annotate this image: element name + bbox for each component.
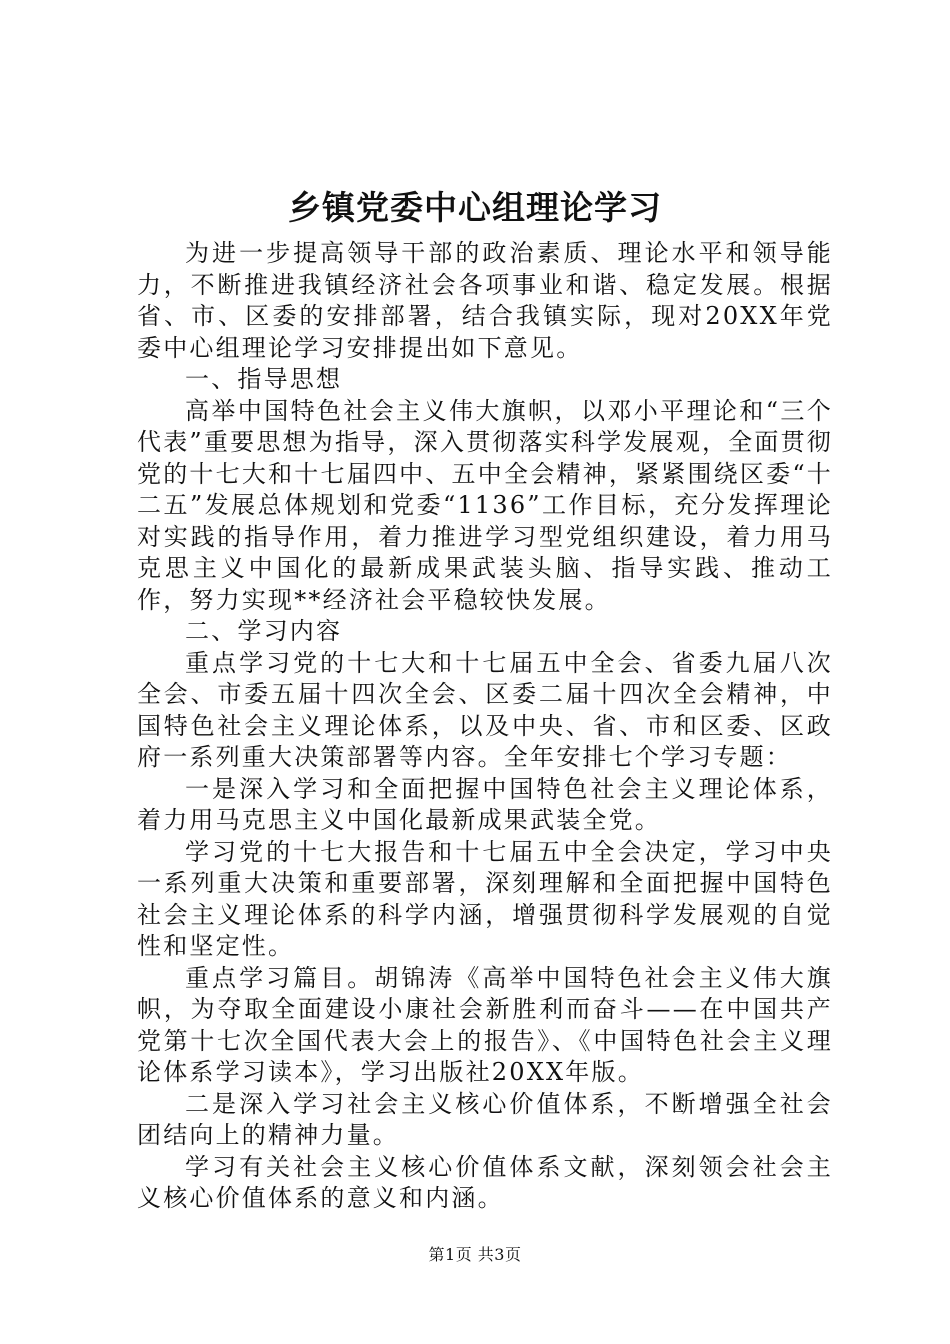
topic-two-paragraph: 二是深入学习社会主义核心价值体系，不断增强全社会团结向上的精神力量。 bbox=[137, 1089, 833, 1149]
guiding-thought-paragraph: 高举中国特色社会主义伟大旗帜，以邓小平理论和“三个代表”重要思想为指导，深入贯彻落实科学发展观，全面贯彻党的十七大和十七届四中、五中全会精神，紧紧围绕区委“十二五”发展总体规划和党委“1136”工作目标，充分发挥理论对实践的指导作用，着力推进学习型党组织建设，着力用马克思主义中国化的最新成果武装头脑、指导实践、推动工作，努力实现**经济社会平稳较快发展。 bbox=[137, 396, 833, 614]
topic-two-detail-paragraph: 学习有关社会主义核心价值体系文献，深刻领会社会主义核心价值体系的意义和内涵。 bbox=[137, 1152, 833, 1212]
document-title: 乡镇党委中心组理论学习 bbox=[288, 188, 662, 227]
topic-one-paragraph: 一是深入学习和全面把握中国特色社会主义理论体系，着力用马克思主义中国化最新成果武装全党。 bbox=[137, 774, 833, 834]
intro-paragraph: 为进一步提高领导干部的政治素质、理论水平和领导能力，不断推进我镇经济社会各项事业和谐、稳定发展。根据省、市、区委的安排部署，结合我镇实际，现对20XX年党委中心组理论学习安排提出如下意见。 bbox=[137, 239, 833, 362]
section-heading-study-content: 二、学习内容 bbox=[185, 617, 343, 645]
section-heading-guiding-thought: 一、指导思想 bbox=[185, 365, 343, 393]
study-content-paragraph: 重点学习党的十七大和十七届五中全会、省委九届八次全会、市委五届十四次全会、区委二届十四次全会精神，中国特色社会主义理论体系，以及中央、省、市和区委、区政府一系列重大决策部署等内容。全年安排七个学习专题： bbox=[137, 648, 833, 771]
key-readings-paragraph: 重点学习篇目。胡锦涛《高举中国特色社会主义伟大旗帜，为夺取全面建设小康社会新胜利而奋斗——在中国共产党第十七次全国代表大会上的报告》、《中国特色社会主义理论体系学习读本》，学习出版社20XX年版。 bbox=[137, 963, 833, 1086]
topic-one-detail-paragraph: 学习党的十七大报告和十七届五中全会决定，学习中央一系列重大决策和重要部署，深刻理解和全面把握中国特色社会主义理论体系的科学内涵，增强贯彻科学发展观的自觉性和坚定性。 bbox=[137, 837, 833, 960]
page-footer: 第1页 共3页 bbox=[428, 1245, 522, 1264]
document-body bbox=[137, 238, 833, 1215]
